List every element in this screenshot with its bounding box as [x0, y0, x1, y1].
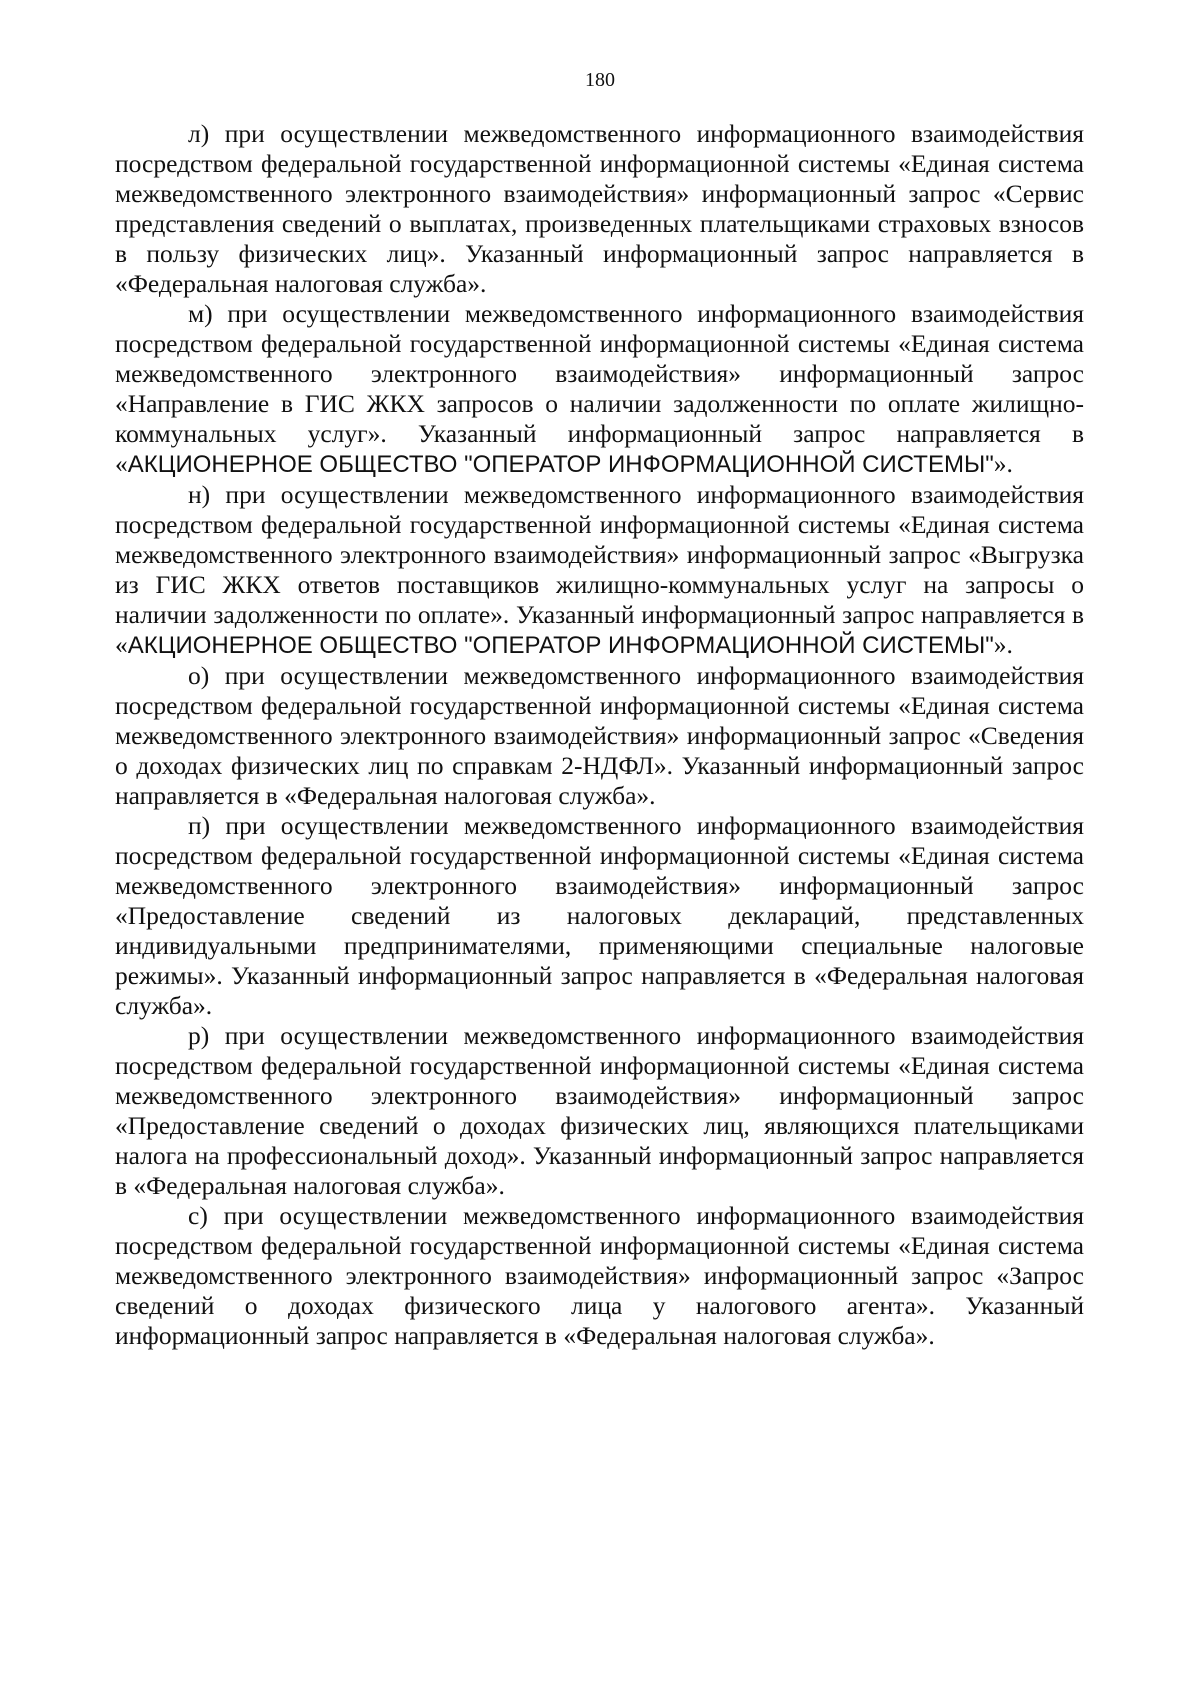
paragraph-m-ending: ». — [993, 449, 1013, 478]
paragraph-r-text: р) при осуществлении межведомственного информационного взаимодействия посредством федеральной государственной информационной системы «Единая система межведомственного электронного взаимодействия» информационный запрос «Предоставление сведений о доходах физических лиц, являющихся плательщиками налога на профессиональный доход». Указанный информационный запрос направляется в «Федеральная налоговая служба». — [115, 1021, 1084, 1200]
paragraph-m — [115, 299, 1084, 480]
paragraph-l-text: л) при осуществлении межведомственного информационного взаимодействия посредством федеральной государственной информационной системы «Единая система межведомственного электронного взаимодействия» информационный запрос «Сервис представления сведений о выплатах, произведенных плательщиками страховых взносов в пользу физических лиц». Указанный информационный запрос направляется в «Федеральная налоговая служба». — [115, 119, 1084, 298]
paragraph-m-organization: АКЦИОНЕРНОЕ ОБЩЕСТВО "ОПЕРАТОР ИНФОРМАЦИОННОЙ СИСТЕМЫ" — [127, 451, 994, 478]
page-number: 180 — [585, 69, 615, 91]
paragraph-o-text: о) при осуществлении межведомственного информационного взаимодействия посредством федеральной государственной информационной системы «Единая система межведомственного электронного взаимодействия» информационный запрос «Сведения о доходах физических лиц по справкам 2-НДФЛ». Указанный информационный запрос направляется в «Федеральная налоговая служба». — [115, 661, 1084, 810]
paragraph-n-organization: АКЦИОНЕРНОЕ ОБЩЕСТВО "ОПЕРАТОР ИНФОРМАЦИОННОЙ СИСТЕМЫ" — [127, 632, 994, 659]
paragraph-p — [115, 811, 1084, 1021]
paragraph-n — [115, 480, 1084, 661]
paragraph-r — [115, 1021, 1084, 1201]
paragraph-l — [115, 119, 1084, 299]
paragraph-s — [115, 1201, 1084, 1351]
paragraph-n-ending: ». — [993, 630, 1013, 659]
paragraph-p-text: п) при осуществлении межведомственного информационного взаимодействия посредством федеральной государственной информационной системы «Единая система межведомственного электронного взаимодействия» информационный запрос «Предоставление сведений из налоговых деклараций, представленных индивидуальными предпринимателями, применяющими специальные налоговые режимы». Указанный информационный запрос направляется в «Федеральная налоговая служба». — [115, 811, 1084, 1020]
document-body — [115, 119, 1084, 1351]
paragraph-s-text: с) при осуществлении межведомственного информационного взаимодействия посредством федеральной государственной информационной системы «Единая система межведомственного электронного взаимодействия» информационный запрос «Запрос сведений о доходах физического лица у налогового агента». Указанный информационный запрос направляется в «Федеральная налоговая служба». — [115, 1201, 1084, 1350]
paragraph-o — [115, 661, 1084, 811]
paragraph-m-text: м) при осуществлении межведомственного информационного взаимодействия посредством федеральной государственной информационной системы «Единая система межведомственного электронного взаимодействия» информационный запрос «Направление в ГИС ЖКХ запросов о наличии задолженности по оплате жилищно-коммунальных услуг». Указанный информационный запрос направляется в « — [115, 299, 1084, 478]
paragraph-n-text: н) при осуществлении межведомственного информационного взаимодействия посредством федеральной государственной информационной системы «Единая система межведомственного электронного взаимодействия» информационный запрос «Выгрузка из ГИС ЖКХ ответов поставщиков жилищно-коммунальных услуг на запросы о наличии задолженности по оплате». Указанный информационный запрос направляется в « — [115, 480, 1084, 659]
